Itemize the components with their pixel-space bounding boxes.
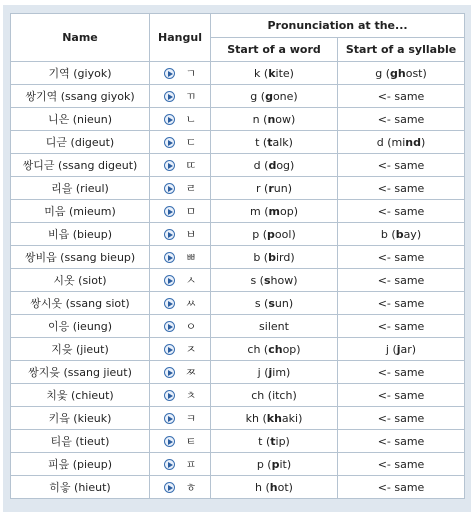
- start-of-syllable: [338, 384, 465, 407]
- start-of-syllable-example-bold: gh: [390, 66, 406, 80]
- hangul-letter: ㅎ: [185, 481, 197, 494]
- hangul-cell: [150, 131, 211, 154]
- play-audio-icon[interactable]: [164, 68, 175, 79]
- start-of-word-example-bold: ch: [268, 342, 283, 356]
- start-of-word-example-rest: aki): [281, 411, 303, 425]
- start-of-syllable-text: <- same: [377, 158, 425, 172]
- hangul-cell: [150, 154, 211, 177]
- start-of-syllable: [338, 85, 465, 108]
- hangul-letter: ㄴ: [185, 113, 197, 126]
- table-row: [11, 154, 465, 177]
- hangul-cell: [150, 292, 211, 315]
- hangul-letter: ㅉ: [185, 366, 197, 379]
- start-of-syllable-example-rest: ay): [403, 227, 422, 241]
- letter-name: 치읓 (chieut): [11, 384, 150, 407]
- start-of-word-example-rest: un): [274, 296, 294, 310]
- start-of-word-example-rest: ool): [274, 227, 296, 241]
- hangul-cell: [150, 338, 211, 361]
- start-of-syllable-example-rest: ost): [405, 66, 427, 80]
- start-of-word-text: ch (: [251, 388, 273, 402]
- table-row: [11, 177, 465, 200]
- table-row: [11, 223, 465, 246]
- start-of-syllable-text: g (: [375, 66, 390, 80]
- play-audio-icon[interactable]: [164, 344, 175, 355]
- letter-name: 시옷 (siot): [11, 269, 150, 292]
- start-of-syllable-example-bold: nd: [405, 135, 421, 149]
- table-row: [11, 430, 465, 453]
- table-row: [11, 315, 465, 338]
- start-of-syllable-text: <- same: [377, 181, 425, 195]
- hangul-letter: ㄹ: [185, 182, 197, 195]
- start-of-syllable: [338, 269, 465, 292]
- start-of-word-example-rest: ot): [277, 480, 293, 494]
- start-of-syllable-text: <- same: [377, 388, 425, 402]
- start-of-word-text: kh (: [245, 411, 267, 425]
- start-of-word: [211, 315, 338, 338]
- hangul-letter: ㅍ: [185, 458, 197, 471]
- start-of-word-example-bold: t: [267, 135, 273, 149]
- letter-name: 티읕 (tieut): [11, 430, 150, 453]
- hangul-cell: [150, 108, 211, 131]
- start-of-word-example-bold: k: [268, 66, 276, 80]
- header-name: Name: [11, 14, 150, 62]
- play-audio-icon[interactable]: [164, 229, 175, 240]
- hangul-letter: ㅈ: [185, 343, 197, 356]
- hangul-letter: ㅆ: [185, 297, 197, 310]
- hangul-cell: [150, 361, 211, 384]
- start-of-word-text: n (: [252, 112, 268, 126]
- start-of-word: [211, 200, 338, 223]
- start-of-word-text: m (: [250, 204, 269, 218]
- start-of-word-example-rest: it): [279, 457, 292, 471]
- hangul-cell: [150, 453, 211, 476]
- start-of-word-example-rest: ite): [275, 66, 294, 80]
- start-of-word-example-rest: alk): [272, 135, 293, 149]
- play-audio-icon[interactable]: [164, 206, 175, 217]
- letter-name: 니은 (nieun): [11, 108, 150, 131]
- start-of-word-text: k (: [254, 66, 269, 80]
- start-of-word-example-bold: t: [270, 434, 276, 448]
- table-row: [11, 108, 465, 131]
- start-of-word-example-rest: ow): [275, 112, 296, 126]
- table-frame: [3, 5, 471, 512]
- letter-name: 히읗 (hieut): [11, 476, 150, 499]
- hangul-cell: [150, 200, 211, 223]
- start-of-syllable-text: <- same: [377, 296, 425, 310]
- play-audio-icon[interactable]: [164, 367, 175, 378]
- letter-name: 지읒 (jieut): [11, 338, 150, 361]
- hangul-consonant-table: [10, 13, 465, 499]
- start-of-word-text: t (: [255, 135, 268, 149]
- start-of-word-example-rest: op): [279, 204, 298, 218]
- table-row: [11, 361, 465, 384]
- play-audio-icon[interactable]: [164, 114, 175, 125]
- start-of-word-example-bold: d: [268, 158, 277, 172]
- start-of-syllable: [338, 315, 465, 338]
- table-row: [11, 131, 465, 154]
- start-of-word: [211, 154, 338, 177]
- table-row: [11, 476, 465, 499]
- table-row: [11, 407, 465, 430]
- start-of-word-example-rest: how): [270, 273, 298, 287]
- start-of-syllable-text: <- same: [377, 273, 425, 287]
- start-of-word-example-bold: h: [269, 480, 278, 494]
- letter-name: 비읍 (bieup): [11, 223, 150, 246]
- start-of-syllable-text: <- same: [377, 250, 425, 264]
- play-audio-icon[interactable]: [164, 275, 175, 286]
- hangul-cell: [150, 246, 211, 269]
- hangul-letter: ㅊ: [185, 389, 197, 402]
- start-of-syllable: [338, 154, 465, 177]
- play-audio-icon[interactable]: [164, 137, 175, 148]
- start-of-syllable: [338, 453, 465, 476]
- start-of-word-text: p (: [256, 457, 272, 471]
- play-audio-icon[interactable]: [164, 436, 175, 447]
- start-of-syllable-text: <- same: [377, 457, 425, 471]
- letter-name: 피읖 (pieup): [11, 453, 150, 476]
- start-of-word-example-bold: g: [265, 89, 273, 103]
- play-audio-icon[interactable]: [164, 160, 175, 171]
- hangul-cell: [150, 62, 211, 85]
- start-of-syllable: [338, 200, 465, 223]
- start-of-word-example-rest: op): [282, 342, 301, 356]
- start-of-syllable-text: <- same: [377, 411, 425, 425]
- hangul-cell: [150, 315, 211, 338]
- start-of-word-text: t (: [258, 434, 271, 448]
- start-of-syllable-text: <- same: [377, 204, 425, 218]
- hangul-cell: [150, 476, 211, 499]
- start-of-syllable: [338, 361, 465, 384]
- start-of-word-example-rest: im): [272, 365, 291, 379]
- start-of-word-example-bold: b: [268, 250, 276, 264]
- start-of-word: [211, 430, 338, 453]
- start-of-word-example-bold: s: [263, 273, 271, 287]
- start-of-word-example-bold: j: [268, 365, 273, 379]
- start-of-word: [211, 361, 338, 384]
- hangul-letter: ㅅ: [185, 274, 197, 287]
- start-of-word-text: silent: [259, 319, 289, 333]
- hangul-cell: [150, 223, 211, 246]
- start-of-syllable: [338, 62, 465, 85]
- start-of-syllable-example-rest: ): [420, 135, 426, 149]
- start-of-word-text: j (: [257, 365, 269, 379]
- hangul-letter: ㄸ: [185, 159, 197, 172]
- start-of-word-example-rest: ird): [275, 250, 295, 264]
- start-of-word: [211, 476, 338, 499]
- start-of-syllable-text: d (mi: [376, 135, 406, 149]
- letter-name: 이응 (ieung): [11, 315, 150, 338]
- hangul-letter: ㅇ: [185, 320, 197, 333]
- start-of-word-example-rest: ip): [275, 434, 290, 448]
- start-of-word: [211, 108, 338, 131]
- start-of-syllable-text: <- same: [377, 112, 425, 126]
- start-of-word: [211, 292, 338, 315]
- start-of-word-text: p (: [252, 227, 268, 241]
- start-of-word-example-bold: s: [268, 296, 275, 310]
- table-row: [11, 200, 465, 223]
- start-of-word-example-rest: un): [273, 181, 292, 195]
- start-of-word: [211, 453, 338, 476]
- header-pronunciation: Pronunciation at the...: [211, 14, 465, 38]
- start-of-word-example-bold: n: [267, 112, 276, 126]
- start-of-word-example-rest: og): [276, 158, 295, 172]
- start-of-syllable-text: <- same: [377, 365, 425, 379]
- start-of-word-example-bold: r: [268, 181, 274, 195]
- start-of-word-text: d (: [253, 158, 269, 172]
- play-audio-icon[interactable]: [164, 390, 175, 401]
- start-of-word-example-bold: m: [268, 204, 280, 218]
- hangul-cell: [150, 430, 211, 453]
- start-of-word: [211, 269, 338, 292]
- start-of-syllable: [338, 223, 465, 246]
- start-of-word-text: g (: [250, 89, 266, 103]
- letter-name: 리을 (rieul): [11, 177, 150, 200]
- start-of-syllable-text: <- same: [377, 89, 425, 103]
- hangul-letter: ㅋ: [185, 412, 197, 425]
- start-of-word: [211, 384, 338, 407]
- start-of-word: [211, 177, 338, 200]
- hangul-cell: [150, 269, 211, 292]
- hangul-cell: [150, 407, 211, 430]
- play-audio-icon[interactable]: [164, 459, 175, 470]
- hangul-letter: ㅃ: [185, 251, 197, 264]
- start-of-word-example-bold: p: [267, 227, 275, 241]
- start-of-word: [211, 223, 338, 246]
- start-of-word: [211, 85, 338, 108]
- play-audio-icon[interactable]: [164, 321, 175, 332]
- letter-name: 디귿 (digeut): [11, 131, 150, 154]
- start-of-syllable: [338, 430, 465, 453]
- start-of-syllable-text: <- same: [377, 434, 425, 448]
- start-of-word-text: h (: [255, 480, 270, 494]
- start-of-word-text: r (: [256, 181, 269, 195]
- start-of-word: [211, 131, 338, 154]
- table-row: [11, 62, 465, 85]
- hangul-cell: [150, 85, 211, 108]
- table-row: [11, 453, 465, 476]
- table-row: [11, 246, 465, 269]
- start-of-syllable-example-bold: b: [395, 227, 404, 241]
- start-of-syllable-text: <- same: [377, 480, 425, 494]
- header-start-syllable: Start of a syllable: [338, 38, 465, 62]
- start-of-word-text: b (: [253, 250, 269, 264]
- start-of-syllable: [338, 108, 465, 131]
- play-audio-icon[interactable]: [164, 183, 175, 194]
- start-of-word-text: ch (: [247, 342, 269, 356]
- start-of-syllable-example-bold: j: [396, 342, 401, 356]
- table-row: [11, 269, 465, 292]
- start-of-word: [211, 407, 338, 430]
- start-of-word-example-rest: itch): [272, 388, 297, 402]
- start-of-word: [211, 246, 338, 269]
- start-of-syllable: [338, 177, 465, 200]
- start-of-syllable: [338, 476, 465, 499]
- letter-name: 쌍지읒 (ssang jieut): [11, 361, 150, 384]
- start-of-syllable: [338, 292, 465, 315]
- hangul-letter: ㅌ: [185, 435, 197, 448]
- letter-name: 쌍기역 (ssang giyok): [11, 85, 150, 108]
- play-audio-icon[interactable]: [164, 413, 175, 424]
- play-audio-icon[interactable]: [164, 91, 175, 102]
- play-audio-icon[interactable]: [164, 252, 175, 263]
- letter-name: 기역 (giyok): [11, 62, 150, 85]
- table-row: [11, 85, 465, 108]
- header-start-word: Start of a word: [211, 38, 338, 62]
- start-of-syllable: [338, 131, 465, 154]
- letter-name: 키읔 (kieuk): [11, 407, 150, 430]
- start-of-word-text: s (: [254, 296, 269, 310]
- hangul-letter: ㅁ: [185, 205, 197, 218]
- hangul-cell: [150, 384, 211, 407]
- start-of-word: [211, 338, 338, 361]
- start-of-word-example-bold: p: [271, 457, 280, 471]
- hangul-letter: ㅂ: [185, 228, 197, 241]
- play-audio-icon[interactable]: [164, 482, 175, 493]
- table-row: [11, 338, 465, 361]
- start-of-syllable: [338, 338, 465, 361]
- hangul-letter: ㄲ: [185, 90, 197, 103]
- start-of-word: [211, 62, 338, 85]
- play-audio-icon[interactable]: [164, 298, 175, 309]
- letter-name: 미음 (mieum): [11, 200, 150, 223]
- table-row: [11, 384, 465, 407]
- table-row: [11, 292, 465, 315]
- start-of-syllable: [338, 246, 465, 269]
- start-of-syllable-text: b (: [380, 227, 396, 241]
- start-of-word-text: s (: [250, 273, 264, 287]
- header-hangul: Hangul: [150, 14, 211, 62]
- start-of-syllable-example-rest: ar): [400, 342, 417, 356]
- start-of-word-example-bold: kh: [266, 411, 282, 425]
- hangul-letter: ㄱ: [185, 67, 197, 80]
- letter-name: 쌍비읍 (ssang bieup): [11, 246, 150, 269]
- hangul-cell: [150, 177, 211, 200]
- start-of-syllable-text: <- same: [377, 319, 425, 333]
- hangul-letter: ㄷ: [185, 136, 197, 149]
- letter-name: 쌍디귿 (ssang digeut): [11, 154, 150, 177]
- start-of-syllable-text: j (: [385, 342, 397, 356]
- letter-name: 쌍시옷 (ssang siot): [11, 292, 150, 315]
- start-of-syllable: [338, 407, 465, 430]
- start-of-word-example-rest: one): [272, 89, 298, 103]
